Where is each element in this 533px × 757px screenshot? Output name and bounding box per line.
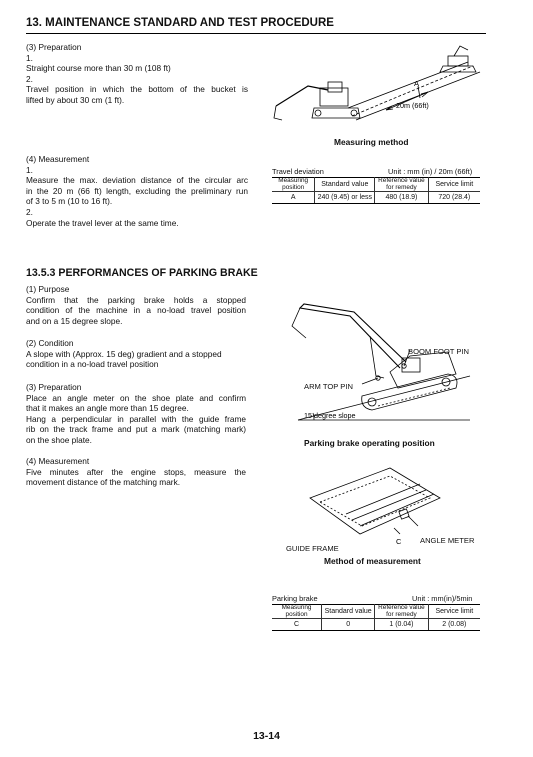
preparation-item-2a: Travel position in which the bottom of the bucket is	[26, 84, 248, 95]
measuring-method-figure	[268, 36, 490, 136]
figure3-angle-meter: ANGLE METER	[420, 536, 475, 545]
measurement2-block	[26, 456, 246, 488]
cell-reference: 1 (0.04)	[375, 619, 428, 631]
measurement-num-2: 2.	[26, 206, 33, 217]
preparation2-line-a: Place an angle meter on the shoe plate and confirm	[26, 392, 246, 403]
measurement2-line-a: Five minutes after the engine stops, measure the	[26, 466, 246, 477]
preparation2-line-c: Hang a perpendicular in parallel with the guide frame	[26, 413, 246, 424]
header-rule	[26, 33, 486, 34]
measurement-block	[26, 154, 248, 228]
travel-deviation-table	[272, 177, 480, 204]
condition-line-a: A slope with (Approx. 15 deg) gradient and a stopped	[26, 348, 222, 359]
measurement-item-1a: Measure the max. deviation distance of the circular arc	[26, 175, 248, 186]
cell-limit: 720 (28.4)	[428, 192, 480, 204]
table1-title: Travel deviation	[272, 167, 324, 176]
preparation2-line-e: on the shoe plate.	[26, 434, 92, 445]
measurement-item-1c: of 3 to 5 m (10 to 16 ft).	[26, 196, 113, 207]
figure1-distance: 20m (66ft)	[396, 101, 429, 110]
preparation2-heading: (3) Preparation	[26, 382, 82, 392]
purpose-block	[26, 284, 246, 326]
table2-unit: Unit : mm(in)/5min	[412, 594, 473, 603]
th-standard: Standard value	[322, 605, 375, 619]
figure2-boom-foot-pin: BOOM FOOT PIN	[408, 347, 470, 356]
cell-standard: 0	[322, 619, 375, 631]
figure2-arm-top-pin: ARM TOP PIN	[304, 382, 353, 391]
cell-reference: 480 (18.9)	[375, 192, 428, 204]
cell-standard: 240 (9.45) or less	[315, 192, 375, 204]
method-of-measurement-figure	[290, 458, 470, 548]
figure2-slope: 15 degree slope	[304, 411, 356, 420]
th-standard: Standard value	[315, 178, 375, 192]
table2-title: Parking brake	[272, 594, 318, 603]
preparation2-line-d: rib on the track frame and put a mark (matching mark)	[26, 424, 246, 435]
table-row	[272, 192, 480, 204]
measurement-heading: (4) Measurement	[26, 154, 90, 164]
condition-block	[26, 338, 246, 370]
figure3-point-c: C	[396, 537, 402, 546]
preparation-item-1: Straight course more than 30 m (108 ft)	[26, 63, 171, 74]
table-header-row	[272, 605, 480, 619]
preparation-block	[26, 42, 248, 106]
purpose-line-b: condition of the machine in a no-load travel position	[26, 305, 246, 316]
measurement-item-2: Operate the travel lever at the same time.	[26, 217, 179, 228]
measurement-num-1: 1.	[26, 164, 33, 175]
figure2-caption: Parking brake operating position	[304, 438, 435, 448]
measurement2-line-b: movement distance of the matching mark.	[26, 477, 181, 488]
preparation2-block	[26, 382, 246, 446]
figure3-guide-frame: GUIDE FRAME	[286, 544, 339, 553]
parking-brake-table	[272, 604, 480, 631]
preparation-item-2b: lifted by about 30 cm (1 ft).	[26, 94, 125, 105]
cell-position: A	[272, 192, 315, 204]
figure3-caption: Method of measurement	[324, 556, 421, 566]
preparation-heading: (3) Preparation	[26, 42, 82, 52]
page-header-title: 13. MAINTENANCE STANDARD AND TEST PROCEDURE	[26, 17, 334, 29]
preparation-num-2: 2.	[26, 73, 33, 84]
th-position: Measuring position	[272, 605, 322, 619]
th-reference: Reference value for remedy	[375, 605, 428, 619]
condition-heading: (2) Condition	[26, 338, 74, 348]
figure1-point-a: A	[414, 79, 420, 88]
preparation-num-1: 1.	[26, 52, 33, 63]
measurement-item-1b: in the 20 m (66 ft) length, excluding the preliminary run	[26, 185, 248, 196]
table-row	[272, 619, 480, 631]
th-limit: Service limit	[428, 605, 480, 619]
preparation2-line-b: that it makes an angle more than 15 degree.	[26, 403, 189, 414]
th-position: Measuring position	[272, 178, 315, 192]
purpose-heading: (1) Purpose	[26, 284, 70, 294]
table-header-row	[272, 178, 480, 192]
cell-limit: 2 (0.08)	[428, 619, 480, 631]
table1-unit: Unit : mm (in) / 20m (66ft)	[388, 167, 473, 176]
purpose-line-a: Confirm that the parking brake holds a stopped	[26, 294, 246, 305]
th-limit: Service limit	[428, 178, 480, 192]
page-number: 13-14	[253, 730, 280, 742]
condition-line-b: condition in a no-load travel position	[26, 359, 159, 370]
measurement2-heading: (4) Measurement	[26, 456, 90, 466]
section-title: 13.5.3 PERFORMANCES OF PARKING BRAKE	[26, 267, 258, 279]
figure1-caption: Measuring method	[334, 137, 409, 147]
cell-position: C	[272, 619, 322, 631]
parking-brake-figure	[280, 296, 480, 436]
th-reference: Reference value for remedy	[375, 178, 428, 192]
purpose-line-c: and on a 15 degree slope.	[26, 315, 123, 326]
